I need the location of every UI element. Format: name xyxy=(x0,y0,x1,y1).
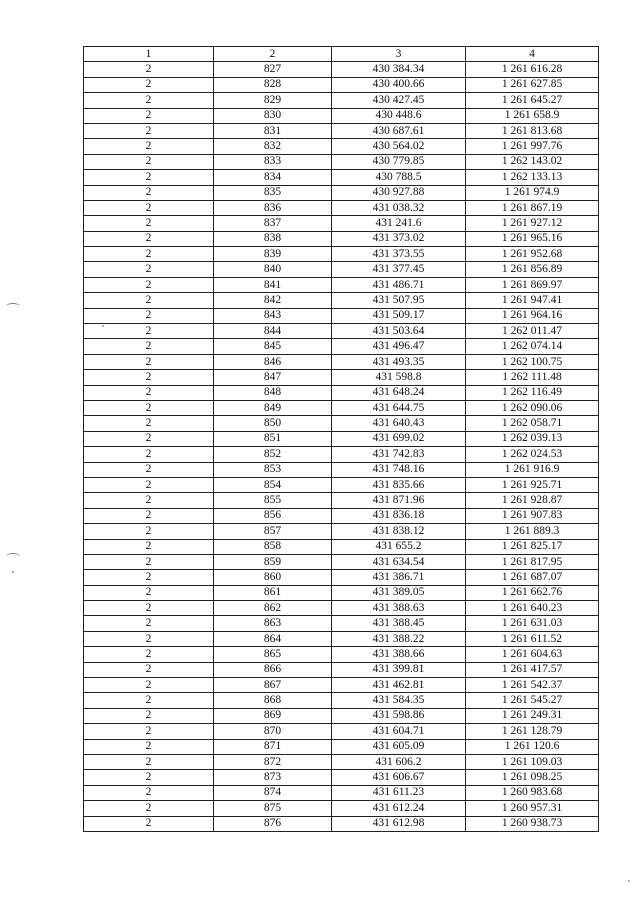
cell-y-coordinate: 1 261 687.07 xyxy=(466,570,599,585)
table-row xyxy=(84,601,599,616)
cell-point-number: 840 xyxy=(214,262,332,277)
cell-x-coordinate: 431 038.32 xyxy=(332,200,466,215)
cell-point-number: 854 xyxy=(214,477,332,492)
cell-x-coordinate: 431 399.81 xyxy=(332,662,466,677)
table-row xyxy=(84,262,599,277)
cell-y-coordinate: 1 260 983.68 xyxy=(466,785,599,800)
cell-x-coordinate: 431 389.05 xyxy=(332,585,466,600)
table-row xyxy=(84,462,599,477)
table-row xyxy=(84,816,599,831)
cell-y-coordinate: 1 261 856.89 xyxy=(466,262,599,277)
cell-y-coordinate: 1 261 997.76 xyxy=(466,139,599,154)
cell-x-coordinate: 431 507.95 xyxy=(332,293,466,308)
cell-section: 2 xyxy=(84,739,214,754)
cell-point-number: 838 xyxy=(214,231,332,246)
cell-x-coordinate: 430 448.6 xyxy=(332,108,466,123)
cell-x-coordinate: 431 606.2 xyxy=(332,754,466,769)
cell-y-coordinate: 1 261 109.03 xyxy=(466,754,599,769)
cell-section: 2 xyxy=(84,524,214,539)
cell-section: 2 xyxy=(84,585,214,600)
cell-point-number: 862 xyxy=(214,601,332,616)
cell-point-number: 866 xyxy=(214,662,332,677)
cell-point-number: 829 xyxy=(214,93,332,108)
cell-y-coordinate: 1 262 058.71 xyxy=(466,416,599,431)
cell-section: 2 xyxy=(84,154,214,169)
cell-y-coordinate: 1 262 039.13 xyxy=(466,431,599,446)
cell-y-coordinate: 1 261 627.85 xyxy=(466,77,599,92)
cell-x-coordinate: 431 496.47 xyxy=(332,339,466,354)
cell-x-coordinate: 431 509.17 xyxy=(332,308,466,323)
cell-y-coordinate: 1 262 074.14 xyxy=(466,339,599,354)
table-header-row xyxy=(84,47,599,62)
scan-artifact-mark xyxy=(6,553,20,560)
table-row xyxy=(84,231,599,246)
cell-section: 2 xyxy=(84,447,214,462)
cell-section: 2 xyxy=(84,277,214,292)
cell-y-coordinate: 1 261 927.12 xyxy=(466,216,599,231)
cell-x-coordinate: 431 598.8 xyxy=(332,370,466,385)
cell-x-coordinate: 431 871.96 xyxy=(332,493,466,508)
cell-point-number: 833 xyxy=(214,154,332,169)
cell-y-coordinate: 1 261 952.68 xyxy=(466,247,599,262)
table-row xyxy=(84,662,599,677)
cell-point-number: 847 xyxy=(214,370,332,385)
table-row xyxy=(84,108,599,123)
column-header-4: 4 xyxy=(466,47,599,62)
cell-point-number: 861 xyxy=(214,585,332,600)
scan-speck xyxy=(12,571,14,573)
cell-section: 2 xyxy=(84,785,214,800)
cell-x-coordinate: 431 835.66 xyxy=(332,477,466,492)
cell-y-coordinate: 1 261 965.16 xyxy=(466,231,599,246)
cell-y-coordinate: 1 261 616.28 xyxy=(466,62,599,77)
cell-section: 2 xyxy=(84,662,214,677)
table-row xyxy=(84,77,599,92)
cell-section: 2 xyxy=(84,493,214,508)
table-row xyxy=(84,339,599,354)
table-row xyxy=(84,801,599,816)
cell-section: 2 xyxy=(84,462,214,477)
cell-point-number: 857 xyxy=(214,524,332,539)
cell-x-coordinate: 431 462.81 xyxy=(332,678,466,693)
table-row xyxy=(84,293,599,308)
cell-x-coordinate: 431 606.67 xyxy=(332,770,466,785)
cell-y-coordinate: 1 262 111.48 xyxy=(466,370,599,385)
cell-section: 2 xyxy=(84,554,214,569)
cell-x-coordinate: 431 386.71 xyxy=(332,570,466,585)
cell-x-coordinate: 430 400.66 xyxy=(332,77,466,92)
cell-x-coordinate: 431 655.2 xyxy=(332,539,466,554)
cell-x-coordinate: 431 604.71 xyxy=(332,724,466,739)
cell-section: 2 xyxy=(84,354,214,369)
cell-y-coordinate: 1 261 869.97 xyxy=(466,277,599,292)
cell-y-coordinate: 1 261 542.37 xyxy=(466,678,599,693)
cell-x-coordinate: 430 788.5 xyxy=(332,170,466,185)
cell-section: 2 xyxy=(84,293,214,308)
cell-x-coordinate: 431 598.86 xyxy=(332,708,466,723)
cell-point-number: 841 xyxy=(214,277,332,292)
table-row xyxy=(84,324,599,339)
cell-section: 2 xyxy=(84,308,214,323)
table-row xyxy=(84,739,599,754)
table-row xyxy=(84,539,599,554)
column-header-3: 3 xyxy=(332,47,466,62)
cell-y-coordinate: 1 261 916.9 xyxy=(466,462,599,477)
cell-y-coordinate: 1 261 249.31 xyxy=(466,708,599,723)
table-row xyxy=(84,247,599,262)
cell-section: 2 xyxy=(84,123,214,138)
cell-x-coordinate: 431 373.55 xyxy=(332,247,466,262)
table-row xyxy=(84,154,599,169)
table-row xyxy=(84,770,599,785)
cell-y-coordinate: 1 261 645.27 xyxy=(466,93,599,108)
cell-section: 2 xyxy=(84,247,214,262)
table-row xyxy=(84,200,599,215)
cell-y-coordinate: 1 261 907.83 xyxy=(466,508,599,523)
cell-section: 2 xyxy=(84,324,214,339)
cell-section: 2 xyxy=(84,339,214,354)
cell-x-coordinate: 431 648.24 xyxy=(332,385,466,400)
cell-x-coordinate: 431 699.02 xyxy=(332,431,466,446)
cell-x-coordinate: 431 241.6 xyxy=(332,216,466,231)
table-row xyxy=(84,139,599,154)
table-row xyxy=(84,708,599,723)
table-row xyxy=(84,170,599,185)
cell-section: 2 xyxy=(84,216,214,231)
cell-y-coordinate: 1 261 928.87 xyxy=(466,493,599,508)
cell-point-number: 867 xyxy=(214,678,332,693)
cell-y-coordinate: 1 261 964.16 xyxy=(466,308,599,323)
cell-y-coordinate: 1 262 024.53 xyxy=(466,447,599,462)
cell-section: 2 xyxy=(84,431,214,446)
cell-x-coordinate: 431 640.43 xyxy=(332,416,466,431)
table-row xyxy=(84,693,599,708)
table-row xyxy=(84,647,599,662)
table-row xyxy=(84,616,599,631)
cell-y-coordinate: 1 261 604.63 xyxy=(466,647,599,662)
cell-section: 2 xyxy=(84,139,214,154)
cell-point-number: 871 xyxy=(214,739,332,754)
cell-y-coordinate: 1 261 813.68 xyxy=(466,123,599,138)
cell-x-coordinate: 430 687.61 xyxy=(332,123,466,138)
cell-y-coordinate: 1 261 658.9 xyxy=(466,108,599,123)
cell-section: 2 xyxy=(84,770,214,785)
table-row xyxy=(84,477,599,492)
table-row xyxy=(84,508,599,523)
cell-point-number: 876 xyxy=(214,816,332,831)
table-row xyxy=(84,216,599,231)
cell-x-coordinate: 431 388.45 xyxy=(332,616,466,631)
cell-section: 2 xyxy=(84,693,214,708)
table-row xyxy=(84,277,599,292)
table-row xyxy=(84,370,599,385)
cell-point-number: 827 xyxy=(214,62,332,77)
cell-point-number: 848 xyxy=(214,385,332,400)
table-row xyxy=(84,185,599,200)
cell-y-coordinate: 1 261 120.6 xyxy=(466,739,599,754)
table-row xyxy=(84,678,599,693)
table-row xyxy=(84,554,599,569)
cell-x-coordinate: 431 612.98 xyxy=(332,816,466,831)
cell-point-number: 856 xyxy=(214,508,332,523)
cell-x-coordinate: 431 388.66 xyxy=(332,647,466,662)
cell-x-coordinate: 431 838.12 xyxy=(332,524,466,539)
table-row xyxy=(84,524,599,539)
cell-point-number: 855 xyxy=(214,493,332,508)
cell-x-coordinate: 430 927.88 xyxy=(332,185,466,200)
cell-point-number: 837 xyxy=(214,216,332,231)
cell-point-number: 834 xyxy=(214,170,332,185)
cell-x-coordinate: 431 748.16 xyxy=(332,462,466,477)
cell-y-coordinate: 1 261 889.3 xyxy=(466,524,599,539)
cell-section: 2 xyxy=(84,816,214,831)
cell-section: 2 xyxy=(84,262,214,277)
table-row xyxy=(84,308,599,323)
table-row xyxy=(84,400,599,415)
table-row xyxy=(84,123,599,138)
cell-section: 2 xyxy=(84,477,214,492)
cell-y-coordinate: 1 261 611.52 xyxy=(466,631,599,646)
cell-section: 2 xyxy=(84,801,214,816)
cell-x-coordinate: 431 486.71 xyxy=(332,277,466,292)
cell-y-coordinate: 1 261 098.25 xyxy=(466,770,599,785)
cell-x-coordinate: 431 388.22 xyxy=(332,631,466,646)
cell-x-coordinate: 431 388.63 xyxy=(332,601,466,616)
column-header-1: 1 xyxy=(84,47,214,62)
cell-section: 2 xyxy=(84,508,214,523)
cell-section: 2 xyxy=(84,93,214,108)
cell-y-coordinate: 1 262 116.49 xyxy=(466,385,599,400)
cell-point-number: 870 xyxy=(214,724,332,739)
cell-section: 2 xyxy=(84,678,214,693)
cell-point-number: 869 xyxy=(214,708,332,723)
cell-point-number: 839 xyxy=(214,247,332,262)
scan-artifact-mark xyxy=(6,303,20,310)
cell-x-coordinate: 431 373.02 xyxy=(332,231,466,246)
table-row xyxy=(84,62,599,77)
cell-point-number: 860 xyxy=(214,570,332,585)
table-body xyxy=(84,62,599,832)
cell-x-coordinate: 431 634.54 xyxy=(332,554,466,569)
cell-point-number: 851 xyxy=(214,431,332,446)
cell-point-number: 868 xyxy=(214,693,332,708)
cell-point-number: 843 xyxy=(214,308,332,323)
cell-point-number: 845 xyxy=(214,339,332,354)
cell-section: 2 xyxy=(84,539,214,554)
cell-y-coordinate: 1 261 417.57 xyxy=(466,662,599,677)
table-row xyxy=(84,585,599,600)
cell-section: 2 xyxy=(84,631,214,646)
table-row xyxy=(84,724,599,739)
table-row xyxy=(84,493,599,508)
cell-x-coordinate: 431 612.24 xyxy=(332,801,466,816)
cell-y-coordinate: 1 261 631.03 xyxy=(466,616,599,631)
cell-section: 2 xyxy=(84,185,214,200)
cell-y-coordinate: 1 261 545.27 xyxy=(466,693,599,708)
cell-x-coordinate: 431 836.18 xyxy=(332,508,466,523)
cell-point-number: 835 xyxy=(214,185,332,200)
cell-y-coordinate: 1 262 133.13 xyxy=(466,170,599,185)
table-row xyxy=(84,354,599,369)
cell-section: 2 xyxy=(84,708,214,723)
cell-x-coordinate: 431 503.64 xyxy=(332,324,466,339)
table-row xyxy=(84,431,599,446)
cell-point-number: 864 xyxy=(214,631,332,646)
cell-y-coordinate: 1 262 011.47 xyxy=(466,324,599,339)
column-header-2: 2 xyxy=(214,47,332,62)
table-row xyxy=(84,385,599,400)
cell-x-coordinate: 431 644.75 xyxy=(332,400,466,415)
cell-point-number: 859 xyxy=(214,554,332,569)
cell-point-number: 849 xyxy=(214,400,332,415)
cell-section: 2 xyxy=(84,724,214,739)
cell-section: 2 xyxy=(84,62,214,77)
cell-point-number: 858 xyxy=(214,539,332,554)
cell-y-coordinate: 1 261 947.41 xyxy=(466,293,599,308)
cell-x-coordinate: 430 427.45 xyxy=(332,93,466,108)
table-row xyxy=(84,416,599,431)
cell-point-number: 844 xyxy=(214,324,332,339)
table-row xyxy=(84,447,599,462)
cell-section: 2 xyxy=(84,647,214,662)
cell-point-number: 831 xyxy=(214,123,332,138)
cell-point-number: 873 xyxy=(214,770,332,785)
cell-x-coordinate: 431 493.35 xyxy=(332,354,466,369)
cell-point-number: 874 xyxy=(214,785,332,800)
table-row xyxy=(84,93,599,108)
table-row xyxy=(84,785,599,800)
cell-y-coordinate: 1 261 867.19 xyxy=(466,200,599,215)
cell-x-coordinate: 431 377.45 xyxy=(332,262,466,277)
cell-y-coordinate: 1 261 128.79 xyxy=(466,724,599,739)
cell-section: 2 xyxy=(84,108,214,123)
cell-point-number: 872 xyxy=(214,754,332,769)
cell-section: 2 xyxy=(84,754,214,769)
cell-y-coordinate: 1 261 974.9 xyxy=(466,185,599,200)
cell-point-number: 875 xyxy=(214,801,332,816)
cell-y-coordinate: 1 260 957.31 xyxy=(466,801,599,816)
cell-x-coordinate: 431 611.23 xyxy=(332,785,466,800)
cell-section: 2 xyxy=(84,370,214,385)
cell-section: 2 xyxy=(84,231,214,246)
cell-x-coordinate: 430 564.02 xyxy=(332,139,466,154)
cell-point-number: 828 xyxy=(214,77,332,92)
cell-point-number: 832 xyxy=(214,139,332,154)
cell-section: 2 xyxy=(84,170,214,185)
cell-x-coordinate: 430 384.34 xyxy=(332,62,466,77)
cell-x-coordinate: 431 584.35 xyxy=(332,693,466,708)
cell-point-number: 842 xyxy=(214,293,332,308)
cell-y-coordinate: 1 261 662.76 xyxy=(466,585,599,600)
cell-y-coordinate: 1 262 090.06 xyxy=(466,400,599,415)
cell-y-coordinate: 1 262 100.75 xyxy=(466,354,599,369)
cell-point-number: 865 xyxy=(214,647,332,662)
cell-point-number: 830 xyxy=(214,108,332,123)
scan-speck xyxy=(628,880,630,882)
cell-y-coordinate: 1 261 825.17 xyxy=(466,539,599,554)
table-row xyxy=(84,570,599,585)
cell-y-coordinate: 1 262 143.02 xyxy=(466,154,599,169)
cell-point-number: 863 xyxy=(214,616,332,631)
coordinates-table xyxy=(83,46,599,832)
cell-section: 2 xyxy=(84,601,214,616)
cell-y-coordinate: 1 261 640.23 xyxy=(466,601,599,616)
cell-y-coordinate: 1 260 938.73 xyxy=(466,816,599,831)
cell-y-coordinate: 1 261 925.71 xyxy=(466,477,599,492)
cell-x-coordinate: 430 779.85 xyxy=(332,154,466,169)
cell-section: 2 xyxy=(84,200,214,215)
cell-section: 2 xyxy=(84,77,214,92)
cell-section: 2 xyxy=(84,385,214,400)
cell-point-number: 852 xyxy=(214,447,332,462)
cell-section: 2 xyxy=(84,416,214,431)
cell-point-number: 853 xyxy=(214,462,332,477)
cell-point-number: 836 xyxy=(214,200,332,215)
cell-section: 2 xyxy=(84,400,214,415)
cell-section: 2 xyxy=(84,616,214,631)
cell-y-coordinate: 1 261 817.95 xyxy=(466,554,599,569)
table-row xyxy=(84,754,599,769)
cell-point-number: 850 xyxy=(214,416,332,431)
table-row xyxy=(84,631,599,646)
cell-point-number: 846 xyxy=(214,354,332,369)
cell-section: 2 xyxy=(84,570,214,585)
cell-x-coordinate: 431 605.09 xyxy=(332,739,466,754)
cell-x-coordinate: 431 742.83 xyxy=(332,447,466,462)
